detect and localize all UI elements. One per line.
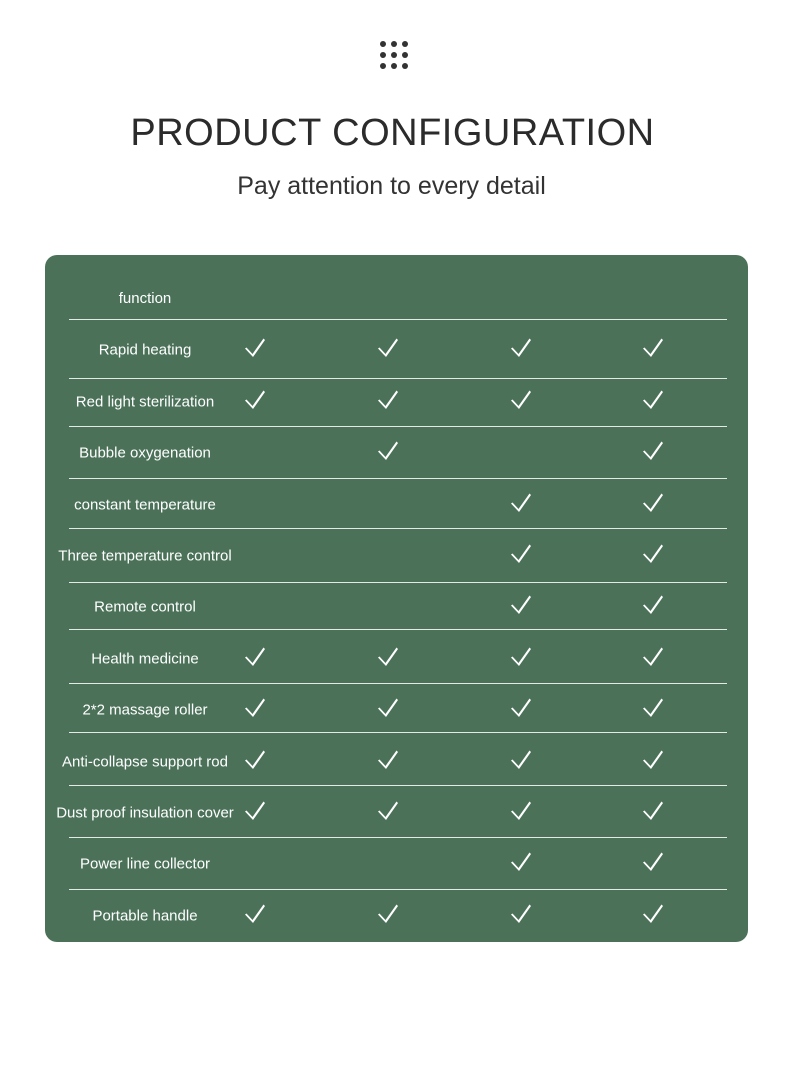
feature-label: Dust proof insulation cover [56,804,234,822]
check-icon [377,388,399,410]
check-icon [642,902,664,924]
check-icon [510,593,532,615]
check-icon [377,336,399,358]
check-icon [642,491,664,513]
feature-label: Portable handle [92,907,198,925]
check-icon [642,645,664,667]
function-header: function [118,290,172,307]
row-divider [69,629,727,630]
check-icon [510,491,532,513]
row-divider [69,528,727,529]
check-icon [642,799,664,821]
feature-label: Three temperature control [58,547,232,565]
row-divider [69,732,727,733]
grid-dots-icon [380,41,410,71]
row-divider [69,426,727,427]
check-icon [377,645,399,667]
check-icon [377,748,399,770]
page-subtitle: Pay attention to every detail [237,172,546,200]
check-icon [510,336,532,358]
check-icon [510,748,532,770]
feature-label: Rapid heating [98,341,192,359]
check-icon [244,799,266,821]
row-divider [69,582,727,583]
check-icon [642,748,664,770]
check-icon [642,336,664,358]
feature-label: Power line collector [79,855,211,873]
feature-label: constant temperature [74,496,216,514]
check-icon [244,902,266,924]
check-icon [510,645,532,667]
row-divider [69,785,727,786]
row-divider [69,478,727,479]
check-icon [642,542,664,564]
check-icon [377,696,399,718]
feature-label: Remote control [94,598,196,616]
feature-label: Anti-collapse support rod [62,753,228,771]
feature-label: Red light sterilization [75,393,215,411]
check-icon [244,748,266,770]
feature-label: Health medicine [91,650,199,668]
check-icon [642,593,664,615]
check-icon [244,696,266,718]
check-icon [510,902,532,924]
row-divider [69,837,727,838]
row-divider [69,319,727,320]
check-icon [642,850,664,872]
page-title: PRODUCT CONFIGURATION [130,112,655,154]
row-divider [69,889,727,890]
feature-label: 2*2 massage roller [82,701,208,719]
check-icon [510,799,532,821]
row-divider [69,683,727,684]
check-icon [642,388,664,410]
row-divider [69,378,727,379]
check-icon [510,850,532,872]
check-icon [244,388,266,410]
check-icon [642,439,664,461]
check-icon [244,336,266,358]
check-icon [377,439,399,461]
check-icon [377,799,399,821]
check-icon [244,645,266,667]
check-icon [642,696,664,718]
check-icon [510,542,532,564]
check-icon [510,696,532,718]
check-icon [510,388,532,410]
feature-label: Bubble oxygenation [79,444,211,462]
check-icon [377,902,399,924]
